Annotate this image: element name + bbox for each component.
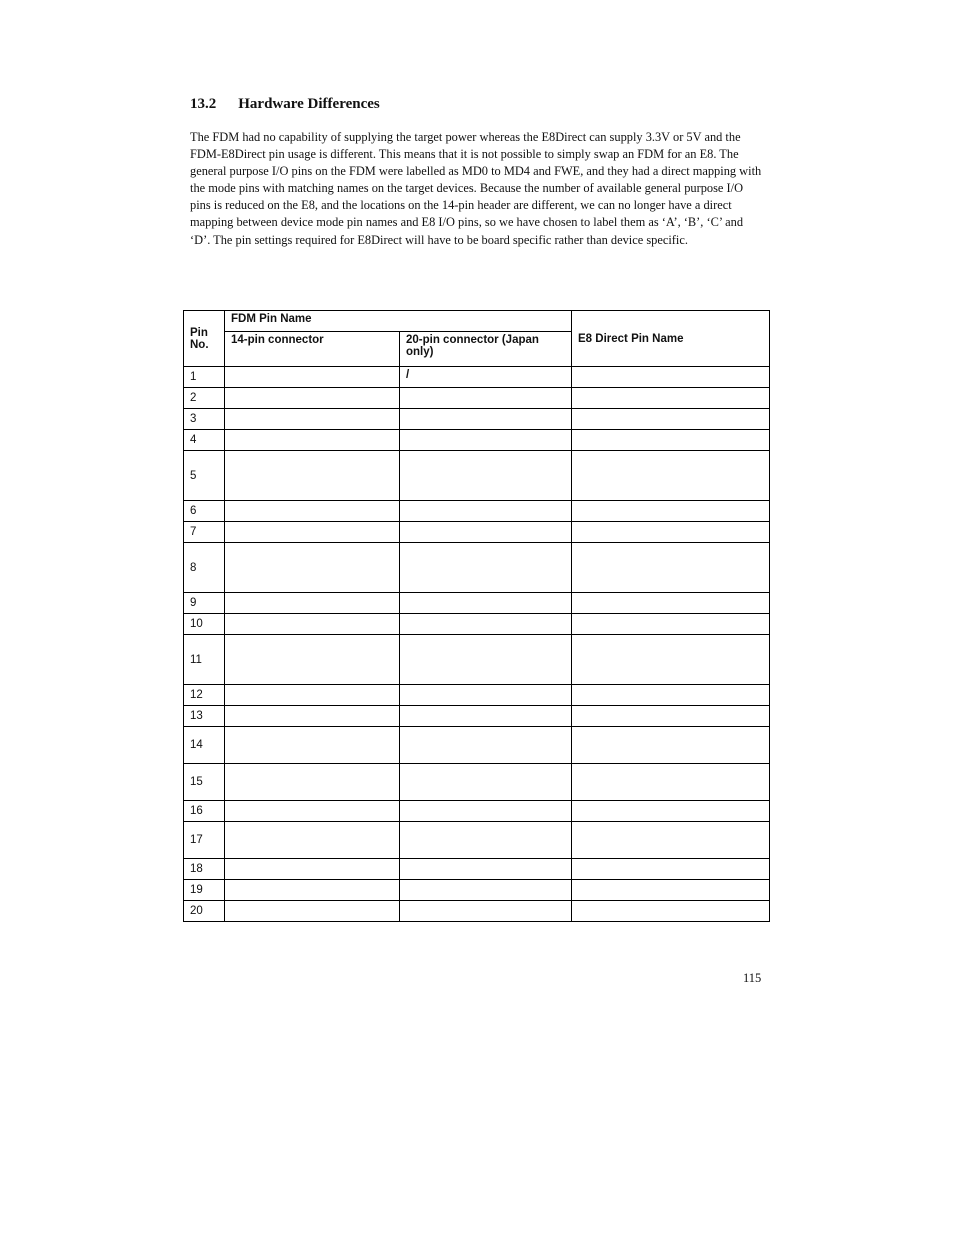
cell-pin-number: 15 (184, 764, 225, 801)
cell-14-pin (225, 859, 400, 880)
table-row (184, 522, 770, 543)
cell-pin-number: 14 (184, 727, 225, 764)
cell-14-pin (225, 635, 400, 685)
cell-20-pin (400, 706, 572, 727)
cell-20-pin (400, 543, 572, 593)
cell-14-pin (225, 501, 400, 522)
section-heading (190, 96, 380, 113)
table-row (184, 635, 770, 685)
pin-mapping-table (183, 310, 770, 922)
cell-e8-direct (572, 367, 770, 388)
cell-e8-direct (572, 614, 770, 635)
section-title: Hardware Differences (238, 96, 380, 112)
table-row (184, 451, 770, 501)
header-pin-no: Pin No. (184, 311, 225, 367)
table-row (184, 543, 770, 593)
cell-pin-number: 9 (184, 593, 225, 614)
cell-e8-direct (572, 801, 770, 822)
table-row (184, 593, 770, 614)
table-row (184, 880, 770, 901)
table-row (184, 706, 770, 727)
cell-e8-direct (572, 822, 770, 859)
cell-e8-direct (572, 859, 770, 880)
cell-20-pin (400, 635, 572, 685)
cell-20-pin (400, 501, 572, 522)
cell-pin-number: 1 (184, 367, 225, 388)
cell-20-pin (400, 901, 572, 922)
cell-14-pin (225, 901, 400, 922)
header-fdm-pin-name: FDM Pin Name (225, 311, 572, 332)
cell-14-pin (225, 593, 400, 614)
body-paragraph: The FDM had no capability of supplying the target power whereas the E8Direct can supply 3.3V or 5V and the FDM-E8Direct pin usage is different. This means that it is not possible to simply swap an FDM for an E8. The general purpose I/O pins on the FDM were labelled as MD0 to MD4 and FWE, and they had a direct mapping with the mode pins with matching names on the target devices. Because the number of available general purpose I/O pins is reduced on the E8, and the locations on the 14-pin header are different, we can no longer have a direct mapping between device mode pin names and E8 I/O pins, so we have chosen to label them as ‘A’, ‘B’, ‘C’ and ‘D’. The pin settings required for E8Direct will have to be board specific rather than device specific. (190, 130, 762, 247)
cell-14-pin (225, 764, 400, 801)
cell-20-pin (400, 880, 572, 901)
cell-20-pin (400, 388, 572, 409)
cell-pin-number: 13 (184, 706, 225, 727)
cell-pin-number: 7 (184, 522, 225, 543)
cell-14-pin (225, 543, 400, 593)
table-row (184, 859, 770, 880)
cell-14-pin (225, 614, 400, 635)
cell-14-pin (225, 801, 400, 822)
cell-14-pin (225, 822, 400, 859)
cell-e8-direct (572, 522, 770, 543)
cell-e8-direct (572, 764, 770, 801)
cell-14-pin (225, 727, 400, 764)
table-body (184, 367, 770, 922)
cell-pin-number: 11 (184, 635, 225, 685)
cell-pin-number: 6 (184, 501, 225, 522)
cell-20-pin (400, 801, 572, 822)
cell-20-pin (400, 522, 572, 543)
table-row (184, 367, 770, 388)
cell-e8-direct (572, 901, 770, 922)
cell-20-pin (400, 614, 572, 635)
cell-pin-number: 16 (184, 801, 225, 822)
table-row (184, 901, 770, 922)
cell-pin-number: 10 (184, 614, 225, 635)
table-row (184, 764, 770, 801)
cell-14-pin (225, 367, 400, 388)
table-row (184, 501, 770, 522)
cell-e8-direct (572, 685, 770, 706)
cell-20-pin (400, 409, 572, 430)
cell-e8-direct (572, 501, 770, 522)
table-row (184, 388, 770, 409)
table-row (184, 614, 770, 635)
cell-20-pin (400, 764, 572, 801)
cell-e8-direct (572, 706, 770, 727)
cell-14-pin (225, 388, 400, 409)
table-row (184, 685, 770, 706)
table-row (184, 727, 770, 764)
cell-pin-number: 18 (184, 859, 225, 880)
cell-e8-direct (572, 451, 770, 501)
section-number: 13.2 (190, 96, 217, 112)
cell-20-pin (400, 685, 572, 706)
cell-20-pin (400, 822, 572, 859)
table-row (184, 801, 770, 822)
cell-e8-direct (572, 388, 770, 409)
cell-pin-number: 8 (184, 543, 225, 593)
cell-pin-number: 4 (184, 430, 225, 451)
cell-14-pin (225, 880, 400, 901)
header-20-pin-connector: 20-pin connector (Japan only) (400, 332, 572, 367)
cell-14-pin (225, 522, 400, 543)
cell-20-pin: / (400, 367, 572, 388)
cell-14-pin (225, 451, 400, 501)
cell-e8-direct (572, 593, 770, 614)
cell-20-pin (400, 430, 572, 451)
cell-e8-direct (572, 543, 770, 593)
cell-e8-direct (572, 727, 770, 764)
header-e8-direct-pin-name: E8 Direct Pin Name (572, 311, 770, 367)
cell-14-pin (225, 685, 400, 706)
cell-e8-direct (572, 430, 770, 451)
table-row (184, 409, 770, 430)
table-row (184, 822, 770, 859)
cell-pin-number: 3 (184, 409, 225, 430)
cell-20-pin (400, 859, 572, 880)
cell-e8-direct (572, 635, 770, 685)
cell-14-pin (225, 409, 400, 430)
cell-pin-number: 5 (184, 451, 225, 501)
cell-20-pin (400, 727, 572, 764)
cell-20-pin (400, 451, 572, 501)
cell-pin-number: 17 (184, 822, 225, 859)
table-row (184, 430, 770, 451)
header-14-pin-connector: 14-pin connector (225, 332, 400, 367)
cell-e8-direct (572, 880, 770, 901)
cell-pin-number: 12 (184, 685, 225, 706)
cell-e8-direct (572, 409, 770, 430)
cell-pin-number: 2 (184, 388, 225, 409)
cell-20-pin (400, 593, 572, 614)
page-number: 115 (743, 971, 762, 985)
cell-pin-number: 20 (184, 901, 225, 922)
cell-14-pin (225, 706, 400, 727)
cell-14-pin (225, 430, 400, 451)
cell-pin-number: 19 (184, 880, 225, 901)
